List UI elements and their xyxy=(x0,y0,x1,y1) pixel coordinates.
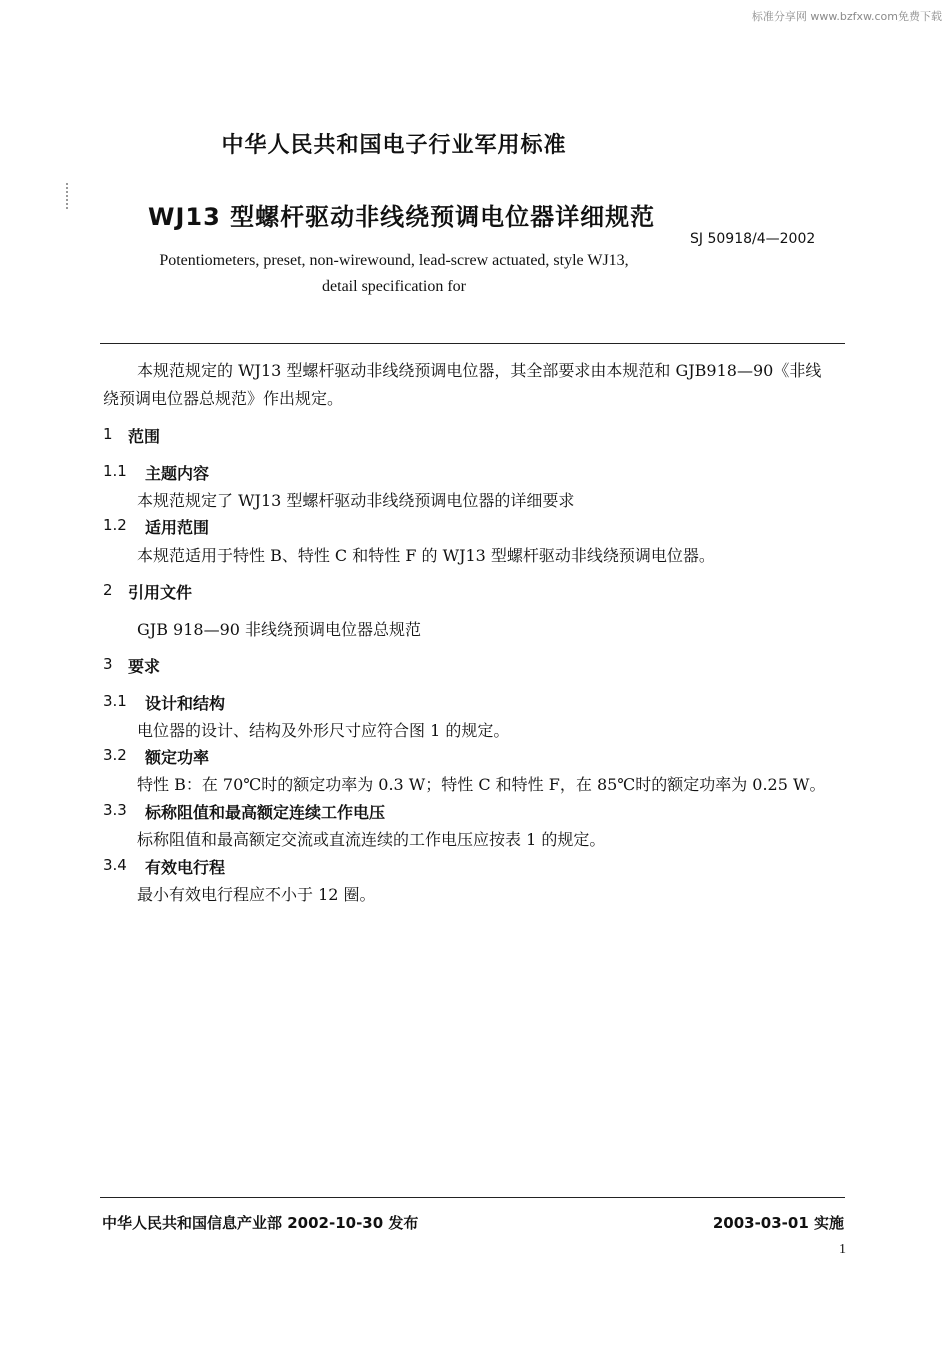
section-number: 3 xyxy=(103,655,113,673)
section-text: 电位器的设计、结构及外形尺寸应符合图 1 的规定。 xyxy=(137,721,510,740)
section-heading: 设计和结构 xyxy=(145,694,226,713)
section-heading: 要求 xyxy=(128,657,161,676)
document-title-cn: WJ13 型螺杆驱动非线绕预调电位器详细规范 xyxy=(148,203,656,231)
standard-code: SJ 50918/4—2002 xyxy=(690,231,816,247)
section-heading: 引用文件 xyxy=(128,583,193,602)
document-title-en-line1: Potentiometers, preset, non-wirewound, lead-screw actuated, style WJ13, xyxy=(159,252,629,269)
section-number: 1.1 xyxy=(103,462,127,480)
section-number: 3.2 xyxy=(103,746,127,764)
section-number: 2 xyxy=(103,581,113,599)
section-number: 1 xyxy=(103,425,113,443)
section-text: 标称阻值和最高额定交流或直流连续的工作电压应按表 1 的规定。 xyxy=(137,830,606,849)
footer-divider xyxy=(100,1197,845,1198)
section-heading: 适用范围 xyxy=(145,518,210,537)
section-heading: 主题内容 xyxy=(145,464,210,483)
intro-line-2: 绕预调电位器总规范》作出规定。 xyxy=(103,389,344,408)
section-number: 1.2 xyxy=(103,516,127,534)
page-number: 1 xyxy=(839,1242,846,1257)
section-heading: 有效电行程 xyxy=(145,858,226,877)
section-heading: 标称阻值和最高额定连续工作电压 xyxy=(145,803,386,822)
issue-date: 中华人民共和国信息产业部 2002-10-30 发布 xyxy=(102,1214,419,1232)
section-number: 3.1 xyxy=(103,692,127,710)
document-title-en-line2: detail specification for xyxy=(322,278,466,295)
section-text: 本规范规定了 WJ13 型螺杆驱动非线绕预调电位器的详细要求 xyxy=(137,491,575,510)
margin-marks xyxy=(66,183,70,209)
header-divider xyxy=(100,343,845,344)
watermark-text: 标准分享网 www.bzfxw.com免费下载 xyxy=(751,10,942,23)
effective-date: 2003-03-01 实施 xyxy=(712,1214,844,1232)
section-heading: 范围 xyxy=(128,427,161,446)
section-number: 3.3 xyxy=(103,801,127,819)
section-number: 3.4 xyxy=(103,856,127,874)
section-text: 本规范适用于特性 B、特性 C 和特性 F 的 WJ13 型螺杆驱动非线绕预调电位器。 xyxy=(137,546,715,565)
standard-organization: 中华人民共和国电子行业军用标准 xyxy=(221,133,567,158)
section-heading: 额定功率 xyxy=(145,748,210,767)
reference-document: GJB 918—90 非线绕预调电位器总规范 xyxy=(137,620,422,639)
section-text: 最小有效电行程应不小于 12 圈。 xyxy=(137,885,376,904)
intro-line-1: 本规范规定的 WJ13 型螺杆驱动非线绕预调电位器，其全部要求由本规范和 GJB918—90《非线 xyxy=(137,361,822,380)
section-text: 特性 B：在 70℃时的额定功率为 0.3 W；特性 C 和特性 F，在 85℃时的额定功率为 0.25 W。 xyxy=(137,775,826,794)
